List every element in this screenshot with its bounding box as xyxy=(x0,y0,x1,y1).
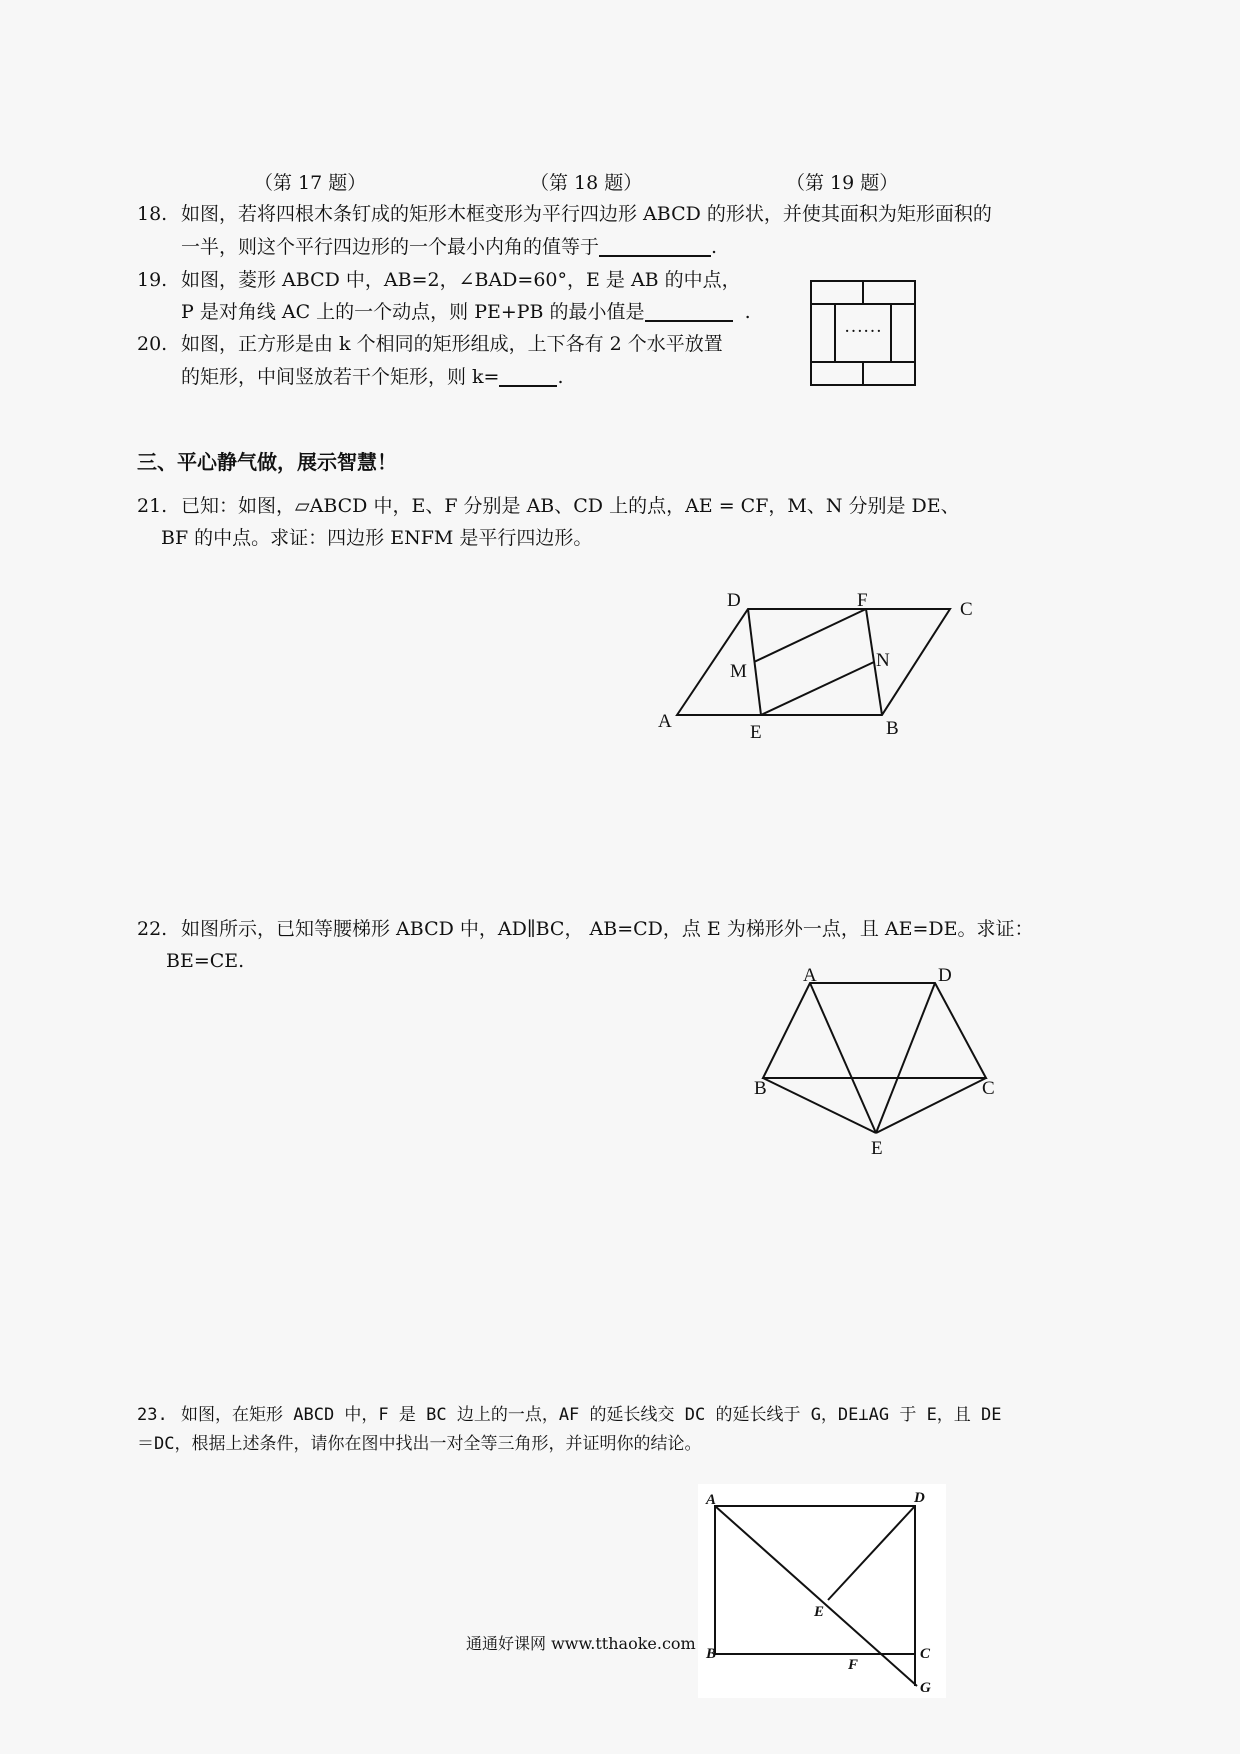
q22-line1: 如图所示，已知等腰梯形 ABCD 中，AD∥BC， AB=CD，点 E 为梯形外一点，且 AE=DE。求证： xyxy=(181,918,1034,940)
q19-line2 xyxy=(181,297,751,327)
q22-label-D: D xyxy=(938,966,952,986)
caption-q17: （第 17 题） xyxy=(254,172,367,194)
q20-text: 的矩形，中间竖放若干个矩形，则 k= xyxy=(181,366,500,388)
q23-number: 23. xyxy=(137,1405,168,1425)
q23-label-D: D xyxy=(914,1490,925,1506)
q22-number: 22. xyxy=(137,918,168,940)
q23-label-C: C xyxy=(920,1646,931,1662)
q21-label-M: M xyxy=(730,661,747,682)
q21-figure xyxy=(650,580,990,750)
q19-text: P 是对角线 AC 上的一个动点，则 PE+PB 的最小值是 xyxy=(181,301,645,323)
q22-label-B: B xyxy=(754,1078,767,1099)
q23-label-A: A xyxy=(706,1492,717,1508)
q22-line2: BE=CE. xyxy=(166,950,245,972)
q19-answer-blank[interactable] xyxy=(645,302,733,322)
q20-end: . xyxy=(557,366,564,388)
q22-figure xyxy=(748,966,1008,1166)
q21-parallelogram xyxy=(677,609,950,715)
q20-dots: …… xyxy=(844,316,882,337)
q22-label-A: A xyxy=(803,966,817,986)
q20-line2 xyxy=(181,362,564,392)
caption-q18: （第 18 题） xyxy=(530,172,643,194)
q23-label-E: E xyxy=(814,1604,825,1620)
q22-trapezoid xyxy=(763,983,986,1078)
q21-line1: 已知：如图，▱ABCD 中，E、F 分别是 AB、CD 上的点，AE = CF，M、N 分别是 DE、 xyxy=(181,495,960,517)
q18-end: . xyxy=(711,236,718,258)
q19-number: 19. xyxy=(137,269,168,291)
q18-number: 18. xyxy=(137,203,168,225)
q21-label-D: D xyxy=(727,590,741,611)
q20-number: 20. xyxy=(137,333,168,355)
q20-line1: 如图，正方形是由 k 个相同的矩形组成，上下各有 2 个水平放置 xyxy=(181,333,723,355)
q20-figure xyxy=(808,278,920,390)
q19-end: . xyxy=(744,301,751,323)
q19-line1: 如图，菱形 ABCD 中，AB=2，∠BAD=60°，E 是 AB 的中点， xyxy=(181,269,741,291)
q23-label-B: B xyxy=(706,1646,717,1662)
caption-q19: （第 19 题） xyxy=(786,172,899,194)
q23-label-F: F xyxy=(848,1657,859,1673)
q18-text: 一半，则这个平行四边形的一个最小内角的值等于 xyxy=(181,236,600,258)
q22-label-E: E xyxy=(871,1138,883,1159)
q18-line1: 如图，若将四根木条钉成的矩形木框变形为平行四边形 ABCD 的形状，并使其面积为矩形面积的 xyxy=(181,203,992,225)
q21-label-E: E xyxy=(750,722,762,743)
q18-answer-blank[interactable] xyxy=(599,237,711,257)
q21-label-B: B xyxy=(886,718,899,739)
section-3-heading: 三、平心静气做，展示智慧！ xyxy=(137,450,397,474)
q21-label-F: F xyxy=(857,590,868,611)
q23-figure-background xyxy=(698,1484,946,1698)
q23-label-G: G xyxy=(920,1680,931,1696)
q23-line1: 如图，在矩形 ABCD 中，F 是 BC 边上的一点，AF 的延长线交 DC 的延长线于 G，DE⊥AG 于 E，且 DE xyxy=(181,1405,1002,1425)
q21-label-N: N xyxy=(876,650,890,671)
footer-watermark: 通通好课网 www.tthaoke.com xyxy=(466,1634,696,1653)
q21-label-A: A xyxy=(658,711,672,732)
q23-figure xyxy=(698,1484,946,1698)
q18-line2 xyxy=(181,232,717,262)
q21-label-C: C xyxy=(960,599,973,620)
q21-number: 21. xyxy=(137,495,168,517)
q20-answer-blank[interactable] xyxy=(499,367,557,387)
q23-line2: ＝DC，根据上述条件，请你在图中找出一对全等三角形，并证明你的结论。 xyxy=(137,1434,702,1454)
q21-line2: BF 的中点。求证：四边形 ENFM 是平行四边形。 xyxy=(161,527,593,549)
q22-label-C: C xyxy=(982,1078,995,1099)
